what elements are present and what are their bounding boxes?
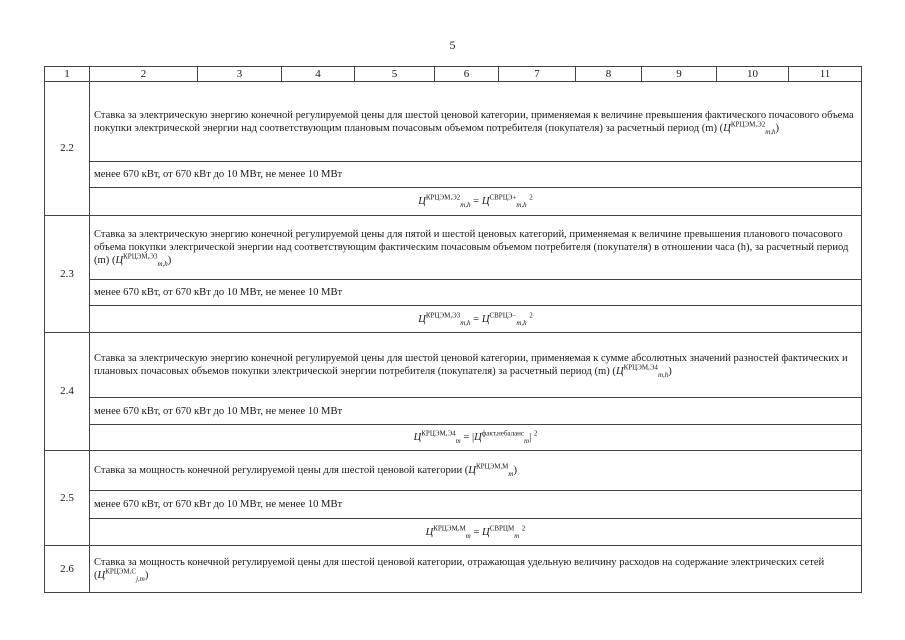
column-header: 7 — [499, 67, 576, 82]
superscript: КРЦЭМ,Э2 — [425, 193, 461, 202]
column-header: 3 — [198, 67, 282, 82]
description-text: Ставка за мощность конечной регулируемой цены для шестой ценовой категории, отражающая удельную величину расходов на содержание электрических сетей ( — [94, 557, 825, 581]
symbol: Ц — [468, 465, 476, 476]
subscript: m — [455, 437, 461, 446]
tariff-table — [44, 66, 862, 593]
description-text: Ставка за электрическую энергию конечной регулируемой цены для шестой ценовой категории, применяемая к сумме абсолютных значений разностей фактических и плановых почасовых объемов покупки электрической энергии потребителя (покупателя) за расчетный период (m) ( — [94, 353, 848, 377]
table-row — [45, 333, 862, 398]
equals-sign: = — [473, 196, 480, 207]
row-code: 2.2 — [45, 82, 90, 216]
symbol: Ц — [418, 196, 426, 207]
subscript: m — [524, 437, 530, 446]
symbol: Ц — [413, 432, 422, 443]
rate-description — [90, 333, 862, 398]
page-number: 5 — [449, 38, 456, 52]
close-paren: ) — [513, 465, 517, 476]
column-header: 6 — [435, 67, 499, 82]
table-row — [45, 451, 862, 491]
subscript: m — [508, 470, 514, 479]
subscript: m — [514, 531, 520, 540]
capacity-range: менее 670 кВт, от 670 кВт до 10 МВт, не менее 10 МВт — [90, 162, 862, 188]
subscript: m,h — [460, 318, 471, 327]
footnote-mark: 2 — [521, 523, 526, 532]
capacity-range: менее 670 кВт, от 670 кВт до 10 МВт, не менее 10 МВт — [90, 280, 862, 306]
rate-description — [90, 216, 862, 280]
column-header: 9 — [642, 67, 717, 82]
header-row — [45, 67, 862, 82]
subscript: m,h — [516, 318, 527, 327]
formula — [90, 188, 862, 216]
subscript: m,h — [765, 127, 776, 136]
superscript: СВРЦМ — [489, 523, 515, 532]
superscript: факт,небаланс — [481, 429, 525, 438]
table-row — [45, 546, 862, 593]
superscript: КРЦЭМ,Э3 — [425, 310, 461, 319]
description-text: Ставка за мощность конечной регулируемой цены для шестой ценовой категории ( — [94, 465, 469, 476]
superscript: КРЦЭМ,Э4 — [421, 429, 456, 438]
superscript: СВРЦЭ+ — [489, 193, 517, 202]
column-header: 11 — [789, 67, 862, 82]
rate-description — [90, 82, 862, 162]
superscript: КРЦЭМ,М — [475, 462, 509, 471]
column-header: 2 — [90, 67, 198, 82]
table-row — [45, 398, 862, 425]
footnote-mark: 2 — [529, 193, 533, 202]
abs-bar: | — [529, 432, 532, 443]
equals-sign: = — [473, 313, 480, 325]
close-paren: ) — [775, 122, 780, 134]
table-row — [45, 188, 862, 216]
subscript: j,m — [136, 575, 145, 584]
subscript: m,h — [460, 201, 471, 210]
rate-description — [90, 546, 862, 593]
close-paren: ) — [144, 570, 149, 581]
table-row — [45, 491, 862, 519]
table-row — [45, 280, 862, 306]
symbol: Ц — [474, 432, 482, 443]
symbol: Ц — [482, 526, 490, 538]
column-header: 10 — [717, 67, 789, 82]
equals-sign: = — [463, 432, 470, 443]
table-row — [45, 82, 862, 162]
abs-bar: | — [471, 432, 475, 443]
superscript: КРЦЭМ,С — [105, 567, 137, 576]
column-header: 5 — [355, 67, 435, 82]
footnote-mark: 2 — [529, 310, 533, 319]
equals-sign: = — [473, 526, 480, 538]
symbol: Ц — [115, 255, 124, 266]
table-row — [45, 519, 862, 546]
symbol: Ц — [97, 570, 106, 581]
table-row — [45, 306, 862, 333]
close-paren: ) — [167, 255, 172, 266]
row-code: 2.5 — [45, 451, 90, 546]
superscript: КРЦЭМ,Э3 — [123, 252, 158, 261]
superscript: КРЦЭМ,М — [433, 523, 466, 532]
row-code: 2.4 — [45, 333, 90, 451]
description-text: Ставка за электрическую энергию конечной регулируемой цены для пятой и шестой ценовых категорий, применяемая к величине превышения планового почасового объема покупки электрической энергии над соответствующим фактическим почасовым объемом потребителя (покупателя) в отношении часа (h), за расчетный период (m) ( — [94, 229, 849, 266]
table-row — [45, 216, 862, 280]
column-header: 8 — [576, 67, 642, 82]
rate-description — [90, 451, 862, 491]
subscript: m — [465, 531, 471, 540]
capacity-range: менее 670 кВт, от 670 кВт до 10 МВт, не менее 10 МВт — [90, 491, 862, 519]
table-row — [45, 162, 862, 188]
column-header: 4 — [282, 67, 355, 82]
description-text: Ставка за электрическую энергию конечной регулируемой цены для шестой ценовой категории, применяемая к величине превышения фактического почасового объема покупки электрической энергии над соответствующим плановым почасовым объемом потребителя (покупателя) за расчетный период (m) ( — [94, 109, 854, 134]
symbol: Ц — [481, 313, 490, 325]
row-code: 2.6 — [45, 546, 90, 593]
column-header: 1 — [45, 67, 90, 82]
symbol: Ц — [425, 526, 434, 538]
subscript: m,h — [657, 371, 669, 380]
symbol: Ц — [615, 366, 624, 377]
subscript: m,h — [516, 201, 527, 210]
symbol: Ц — [723, 122, 731, 134]
row-code: 2.3 — [45, 216, 90, 333]
superscript: КРЦЭМ,Э4 — [623, 363, 658, 372]
formula — [90, 425, 862, 451]
symbol: Ц — [481, 196, 490, 207]
close-paren: ) — [668, 366, 672, 377]
table-row — [45, 425, 862, 451]
capacity-range: менее 670 кВт, от 670 кВт до 10 МВт, не менее 10 МВт — [90, 398, 862, 425]
formula — [90, 519, 862, 546]
superscript: КРЦЭМ,Э2 — [730, 119, 766, 128]
formula — [90, 306, 862, 333]
footnote-mark: 2 — [533, 429, 538, 438]
subscript: m,h — [157, 260, 168, 269]
superscript: СВРЦЭ− — [489, 310, 517, 319]
symbol: Ц — [418, 313, 426, 325]
